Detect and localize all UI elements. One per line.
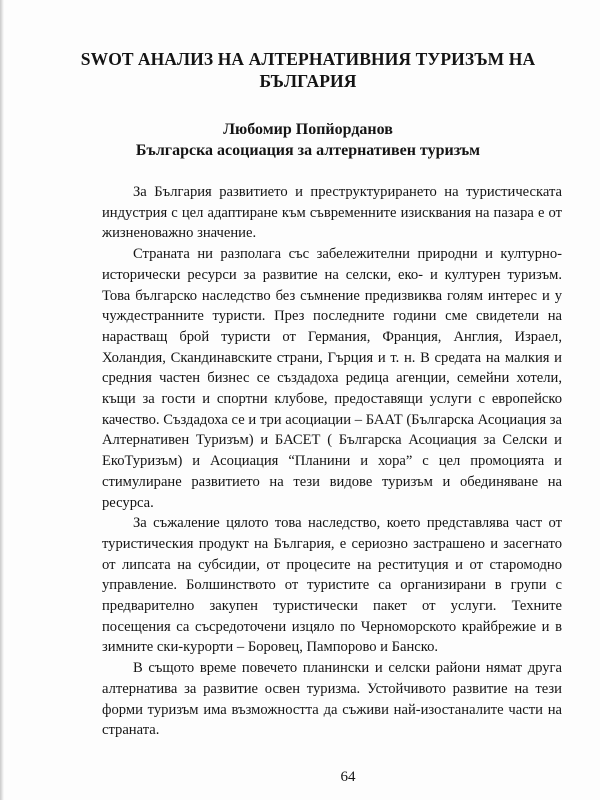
- paragraph: За съжаление цялото това наследство, което представлява част от туристическия продукт на България, е сериозно застрашено и засегнато от липсата на субсидии, от процесите на реституция и от старомодно управление. Болшинството от туристите са организирани в групи с предварително закупен туристически пакет от услуги. Техните посещения са съсредоточени изцяло по Черноморското крайбрежие и в зимните ски-курорти – Боровец, Пампорово и Банско.: [102, 515, 562, 656]
- article-title: SWOT АНАЛИЗ НА АЛТЕРНАТИВНИЯ ТУРИЗЪМ НА БЪЛГАРИЯ: [80, 49, 536, 91]
- paragraph: За България развитието и преструктурирането на туристическата индустрия с цел адаптиране към съвременните изисквания на пазара е от жизненоважно значение.: [102, 184, 562, 242]
- article-body: [102, 182, 562, 741]
- page-number: 64: [340, 769, 356, 785]
- author-organization: Българска асоциация за алтернативен туризъм: [135, 142, 481, 159]
- paragraph: В същото време повечето планински и селски райони нямат друга алтернатива за развитие освен туризма. Устойчивото развитие на тези форми туризъм има възможността да съживи най-изостаналите части на страната.: [102, 660, 562, 739]
- author-name: Любомир Попйорданов: [223, 121, 393, 138]
- paragraph: Страната ни разполага със забележителни природни и културно-исторически ресурси за развитие на селски, еко- и културен туризъм. Това българско наследство без съмнение предизвиква голям интерес и у чуждестранните туристи. През последните години сме свидетели на нарастващ брой туристи от Германия, Франция, Англия, Израел, Холандия, Скандинавските страни, Гърция и т. н. В средата на малкия и средния частен бизнес се създадоха редица агенции, семейни хотели, къщи за гости и спортни клубове, предоставящи услуги с европейско качество. Създадоха се и три асоциации – БААТ (Българска Асоциация за Алтернативен Туризъм) и БАСЕТ ( Българска Асоциация за Селски и ЕкоТуризъм) и Асоциация “Планини и хора” с цел промоцията и стимулиране развитието на тези видове туризъм и обединяване на ресурса.: [102, 246, 562, 511]
